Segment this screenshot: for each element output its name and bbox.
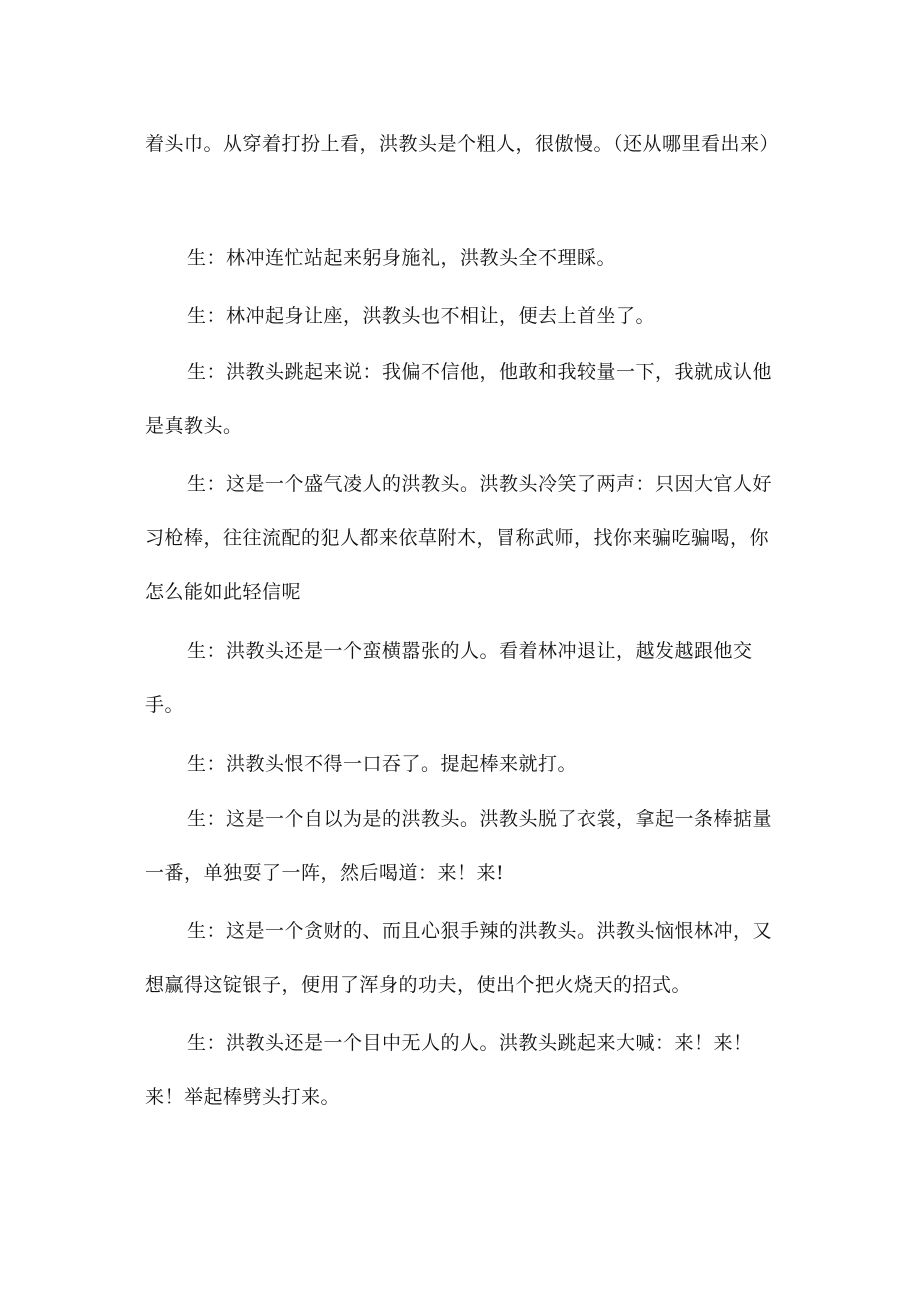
paragraph-2: 生：林冲连忙站起来躬身施礼，洪教头全不理睬。 — [187, 247, 617, 269]
paragraph-5: 生：这是一个盛气凌人的洪教头。洪教头冷笑了两声：只因大官人好习枪棒，往往流配的犯人都来依草附木，冒称武师，找你来骗吃骗喝，你怎么能如此轻信呢 — [145, 473, 773, 603]
paragraph-6: 生：洪教头还是一个蛮横嚣张的人。看着林冲退让，越发越跟他交手。 — [145, 640, 753, 716]
paragraph-8: 生：这是一个自以为是的洪教头。洪教头脱了衣裳，拿起一条棒掂量一番，单独耍了一阵，然后喝道：来！来! — [145, 808, 773, 884]
paragraph-7: 生：洪教头恨不得一口吞了。提起棒来就打。 — [187, 753, 578, 775]
paragraph-10: 生：洪教头还是一个目中无人的人。洪教头跳起来大喊：来！来！来！举起棒劈头打来。 — [145, 1032, 753, 1108]
paragraph-4: 生：洪教头跳起来说：我偏不信他，他敢和我较量一下，我就成认他是真教头。 — [145, 361, 773, 437]
paragraph-1: 着头巾。从穿着打扮上看，洪教头是个粗人，很傲慢。（还从哪里看出来） — [145, 133, 780, 155]
paragraph-9: 生：这是一个贪财的、而且心狠手辣的洪教头。洪教头恼恨林冲，又想赢得这锭银子，便用了浑身的功夫，使出个把火烧天的招式。 — [145, 920, 773, 996]
paragraph-3: 生：林冲起身让座，洪教头也不相让，便去上首坐了。 — [187, 305, 656, 327]
